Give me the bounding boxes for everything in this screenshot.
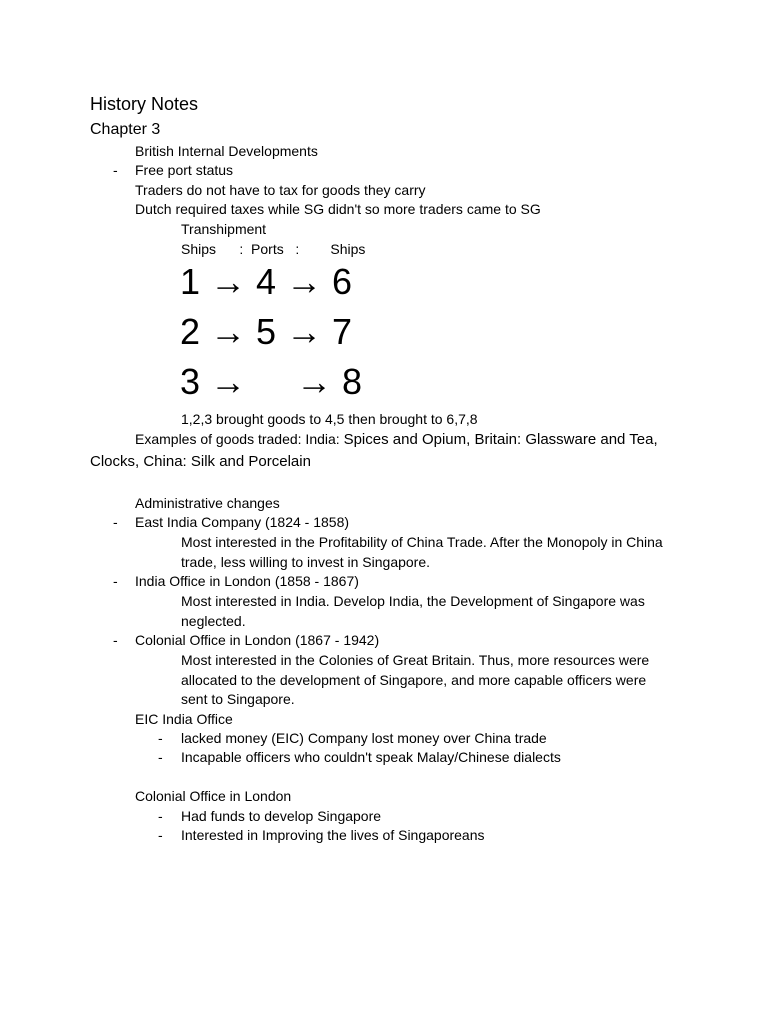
colonial-point: Had funds to develop Singapore [181,808,382,824]
bullet-dash: - [158,808,163,824]
colonial-point: Interested in Improving the lives of Singaporeans [181,827,485,843]
goods-examples-prefix: Examples of goods traded: India: [135,431,344,447]
section-heading-administrative-changes: Administrative changes [135,495,280,511]
bullet-free-port: Free port status [135,162,234,178]
transhipment-row-1: 1 → 4 → 6 [180,261,353,302]
section-heading-colonial-office: Colonial Office in London [135,788,292,804]
goods-examples-continued: Clocks, China: Silk and Porcelain [90,453,311,470]
goods-examples-line [135,430,658,450]
eic-point: lacked money (EIC) Company lost money over China trade [181,730,547,746]
admin-item-desc: Most interested in India. Develop India, the Development of Singapore was neglected. [181,593,645,629]
bullet-dash: - [113,573,118,589]
admin-item-label: East India Company (1824 - 1858) [135,514,350,530]
transhipment-explanation: 1,2,3 brought goods to 4,5 then brought to 6,7,8 [181,411,478,427]
bullet-dash: - [113,162,118,178]
bullet-dash: - [158,749,163,765]
bullet-dash: - [113,632,118,648]
chapter-heading: Chapter 3 [90,121,161,138]
bullet-dash: - [113,514,118,530]
admin-item-label: Colonial Office in London (1867 - 1942) [135,632,380,648]
goods-examples-rest: Spices and Opium, Britain: Glassware and Tea, [343,431,658,448]
bullet-dash: - [158,827,163,843]
section-heading-british-developments: British Internal Developments [135,143,318,159]
bullet-dash: - [158,730,163,746]
note-line: Traders do not have to tax for goods they carry [135,182,426,198]
transhipment-heading: Transhipment [181,221,267,237]
transhipment-row-3: 3 → → 8 [180,361,363,402]
note-line: Dutch required taxes while SG didn't so more traders came to SG [135,201,541,217]
section-heading-eic-india-office: EIC India Office [135,711,233,727]
transhipment-table-header: Ships : Ports : Ships [181,241,366,257]
admin-item-desc: Most interested in the Profitability of China Trade. After the Monopoly in China trade, less willing to invest in Singapore. [181,534,663,570]
admin-item-label: India Office in London (1858 - 1867) [135,573,359,589]
eic-point: Incapable officers who couldn't speak Malay/Chinese dialects [181,749,561,765]
page-title: History Notes [90,94,199,114]
transhipment-row-2: 2 → 5 → 7 [180,311,353,352]
admin-item-desc: Most interested in the Colonies of Great Britain. Thus, more resources were allocated to the development of Singapore, and more capable officers were sent to Singapore. [181,652,650,707]
